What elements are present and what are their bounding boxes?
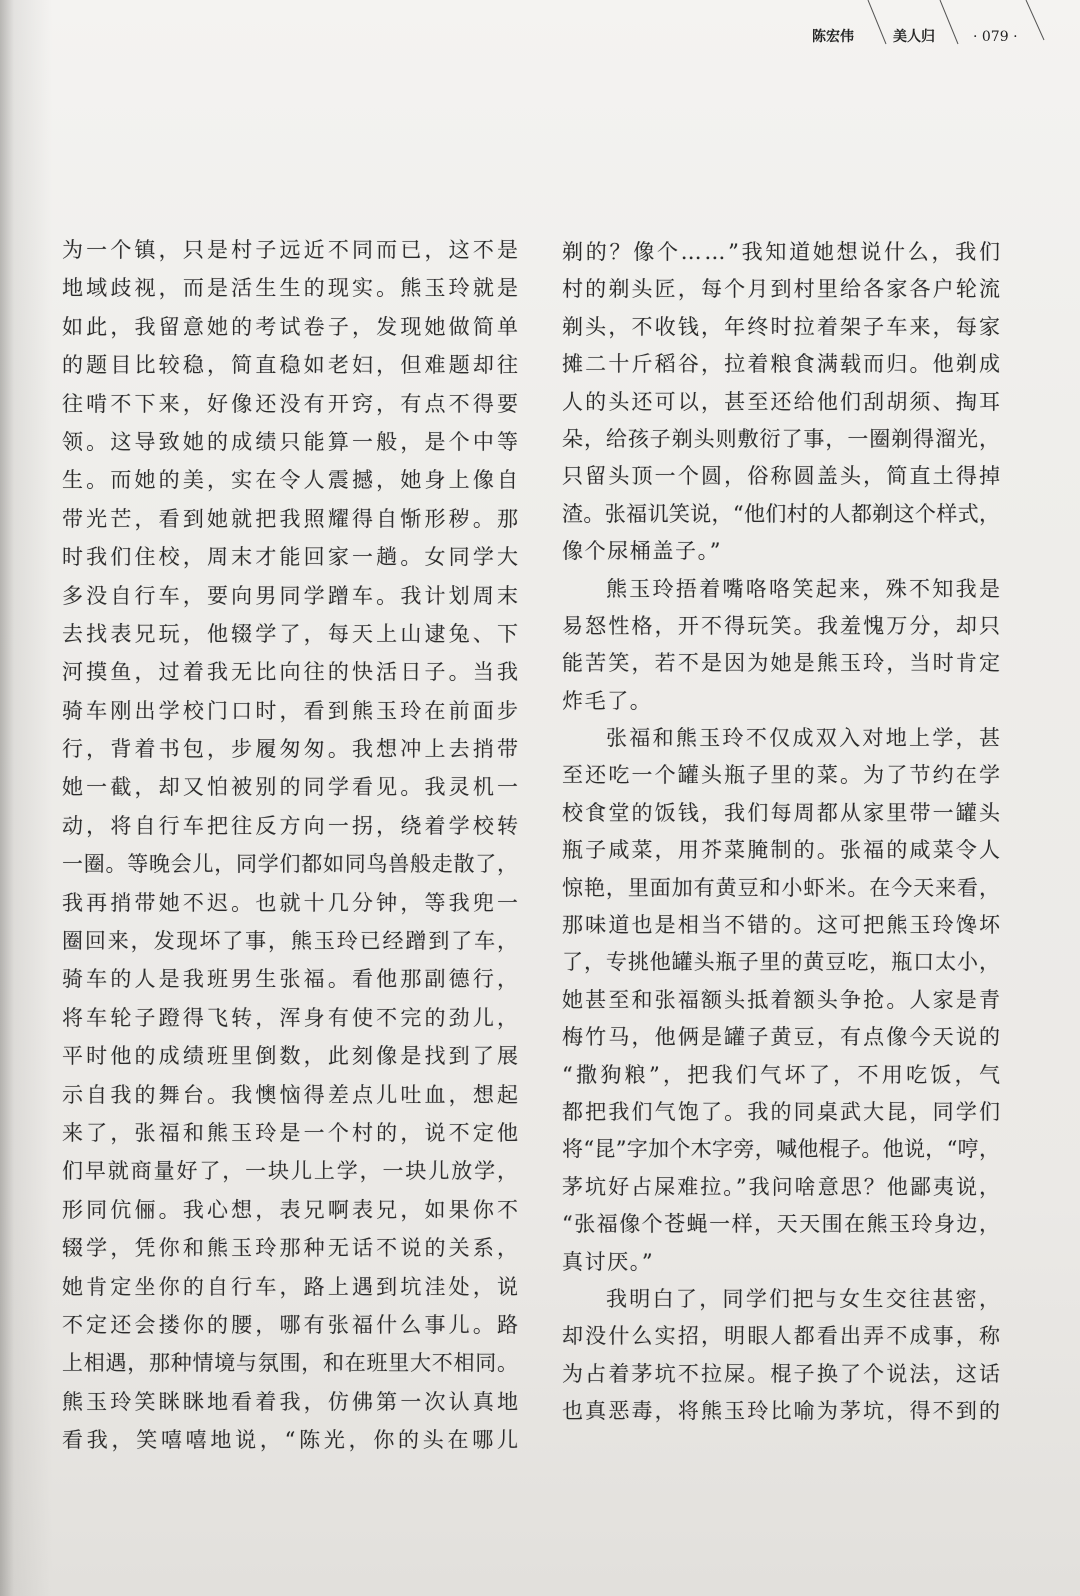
text-line: 那味道也是相当不错的。这可把熊玉玲馋坏 — [562, 913, 1003, 938]
text-line: 梅竹马，他俩是罐子黄豆，有点像今天说的 — [562, 1025, 1003, 1050]
text-line: 都把我们气饱了。我的同桌武大昆，同学们 — [562, 1099, 1003, 1124]
text-line: 将“昆”字加个木字旁，喊他棍子。他说，“哼， — [562, 1137, 1001, 1162]
text-line: 摊二十斤稻谷，拉着粮食满载而归。他剃成 — [562, 352, 1003, 377]
text-line: 形同伉俪。我心想，表兄啊表兄，如果你不 — [62, 1197, 522, 1222]
text-line-paragraph-start: 张福和熊玉玲不仅成双入对地上学，甚 — [606, 726, 1003, 751]
text-line: 骑车的人是我班男生张福。看他那副德行， — [62, 967, 522, 992]
text-line-paragraph-end: 炸毛了。 — [562, 688, 653, 713]
text-line-paragraph-start: 我明白了，同学们把与女生交往甚密， — [606, 1286, 1003, 1311]
text-line: 却没什么实招，明眼人都看出弄不成事，称 — [562, 1324, 1003, 1349]
right-text-column — [562, 234, 1004, 1431]
text-line: 至还吃一个罐头瓶子里的菜。为了节约在学 — [562, 763, 1003, 788]
text-line: 渣。张福讥笑说，“他们村的人都剃这个样式， — [562, 501, 1001, 526]
text-line: 平时他的成绩班里倒数，此刻像是找到了展 — [62, 1044, 522, 1069]
text-line: 看我，笑嘻嘻地说，“陈光，你的头在哪儿 — [62, 1428, 522, 1453]
text-line: 多没自行车，要向男同学蹭车。我计划周末 — [62, 583, 522, 608]
text-line-paragraph-end: 像个尿桶盖子。” — [562, 539, 723, 564]
text-line: “张福像个苍蝇一样，天天围在熊玉玲身边， — [562, 1212, 1002, 1237]
text-line: 她肯定坐你的自行车，路上遇到坑洼处，说 — [62, 1274, 522, 1299]
text-line: 她一截，却又怕被别的同学看见。我灵机一 — [62, 775, 522, 800]
text-line: 的题目比较稳，简直稳如老妇，但难题却往 — [62, 353, 522, 378]
text-line: 人的头还可以，甚至还给他们刮胡须、掏耳 — [562, 389, 1003, 414]
text-line: 她甚至和张福额头抵着额头争抢。人家是青 — [562, 987, 1003, 1012]
text-line: 茅坑好占屎难拉。”我问啥意思？他鄙夷说， — [562, 1174, 1003, 1199]
text-line: 领。这导致她的成绩只能算一般，是个中等 — [62, 429, 522, 454]
text-line: 易怒性格，开不得玩笑。我羞愧万分，却只 — [562, 613, 1003, 638]
text-line: 剃头，不收钱，年终时拉着架子车来，每家 — [562, 314, 1003, 339]
text-line-paragraph-start: 熊玉玲捂着嘴咯咯笑起来，殊不知我是 — [606, 576, 1003, 601]
text-line: 也真恶毒，将熊玉玲比喻为茅坑，得不到的 — [562, 1399, 1003, 1424]
header-author: 陈宏伟 — [812, 29, 854, 45]
page-number: · 079 · — [973, 29, 1018, 45]
text-line: 生。而她的美，实在令人震撼，她身上像自 — [62, 468, 522, 493]
text-line: 圈回来，发现坏了事，熊玉玲已经蹭到了车， — [62, 929, 520, 954]
text-line: 剃的？像个……”我知道她想说什么，我们 — [562, 240, 1003, 264]
text-line: 去找表兄玩，他辍学了，每天上山逮兔、下 — [62, 621, 522, 646]
text-line: 了，专挑他罐头瓶子里的黄豆吃，瓶口太小， — [562, 950, 1001, 975]
left-text-column — [62, 231, 522, 1460]
text-line: 来了，张福和熊玉玲是一个村的，说不定他 — [62, 1120, 522, 1145]
text-line: 校食堂的饭钱，我们每周都从家里带一罐头 — [562, 800, 1003, 825]
text-line: 村的剃头匠，每个月到村里给各家各户轮流 — [562, 277, 1003, 302]
text-line: 上相遇，那种情境与氛围，和在班里大不相同。 — [62, 1351, 519, 1376]
text-line: 惊艳，里面加有黄豆和小虾米。在今天来看， — [562, 875, 1001, 900]
text-line: 骑车刚出学校门口时，看到熊玉玲在前面步 — [62, 698, 522, 723]
text-line: 熊玉玲笑眯眯地看着我，仿佛第一次认真地 — [62, 1389, 522, 1414]
text-line: 示自我的舞台。我懊恼得差点儿吐血，想起 — [62, 1082, 522, 1107]
text-line: 地域歧视，而是活生生的现实。熊玉玲就是 — [62, 276, 522, 301]
text-line: 将车轮子蹬得飞转，浑身有使不完的劲儿， — [62, 1005, 522, 1030]
header-title: 美人归 — [893, 29, 935, 45]
text-line: 河摸鱼，过着我无比向往的快活日子。当我 — [62, 660, 522, 685]
text-line: 我再捎带她不迟。也就十几分钟，等我兜一 — [62, 890, 522, 915]
text-line: 一圈。等晚会儿，同学们都如同鸟兽般走散了， — [62, 852, 519, 877]
text-line: 不定还会搂你的腰，哪有张福什么事儿。路 — [62, 1312, 522, 1337]
text-line: 往啃不下来，好像还没有开窍，有点不得要 — [62, 391, 522, 416]
text-line: 们早就商量好了，一块儿上学，一块儿放学， — [62, 1159, 520, 1184]
text-line: 时我们住校，周末才能回家一趟。女同学大 — [62, 545, 522, 570]
text-line: 为占着茅坑不拉屎。棍子换了个说法，这话 — [562, 1361, 1003, 1386]
text-line: “撒狗粮”，把我们气坏了，不用吃饭，气 — [562, 1062, 1004, 1087]
text-line: 只留头顶一个圆，俗称圆盖头，简直土得掉 — [562, 464, 1003, 489]
text-line: 为一个镇，只是村子远近不同而已，这不是 — [62, 238, 522, 262]
text-line: 瓶子咸菜，用芥菜腌制的。张福的咸菜令人 — [562, 838, 1003, 863]
text-line: 辍学，凭你和熊玉玲那种无话不说的关系， — [62, 1236, 522, 1261]
text-line: 如此，我留意她的考试卷子，发现她做简单 — [62, 314, 522, 339]
text-line: 能苦笑，若不是因为她是熊玉玲，当时肯定 — [562, 651, 1003, 676]
text-line-paragraph-end: 真讨厌。” — [562, 1249, 655, 1274]
text-line: 带光芒，看到她就把我照耀得自惭形秽。那 — [62, 506, 522, 531]
text-line: 动，将自行车把往反方向一拐，绕着学校转 — [62, 813, 522, 838]
running-header — [0, 0, 1080, 60]
text-line: 行，背着书包，步履匆匆。我想冲上去捎带 — [62, 737, 522, 762]
text-line: 朵，给孩子剃头则敷衍了事，一圈剃得溜光， — [562, 426, 1001, 451]
